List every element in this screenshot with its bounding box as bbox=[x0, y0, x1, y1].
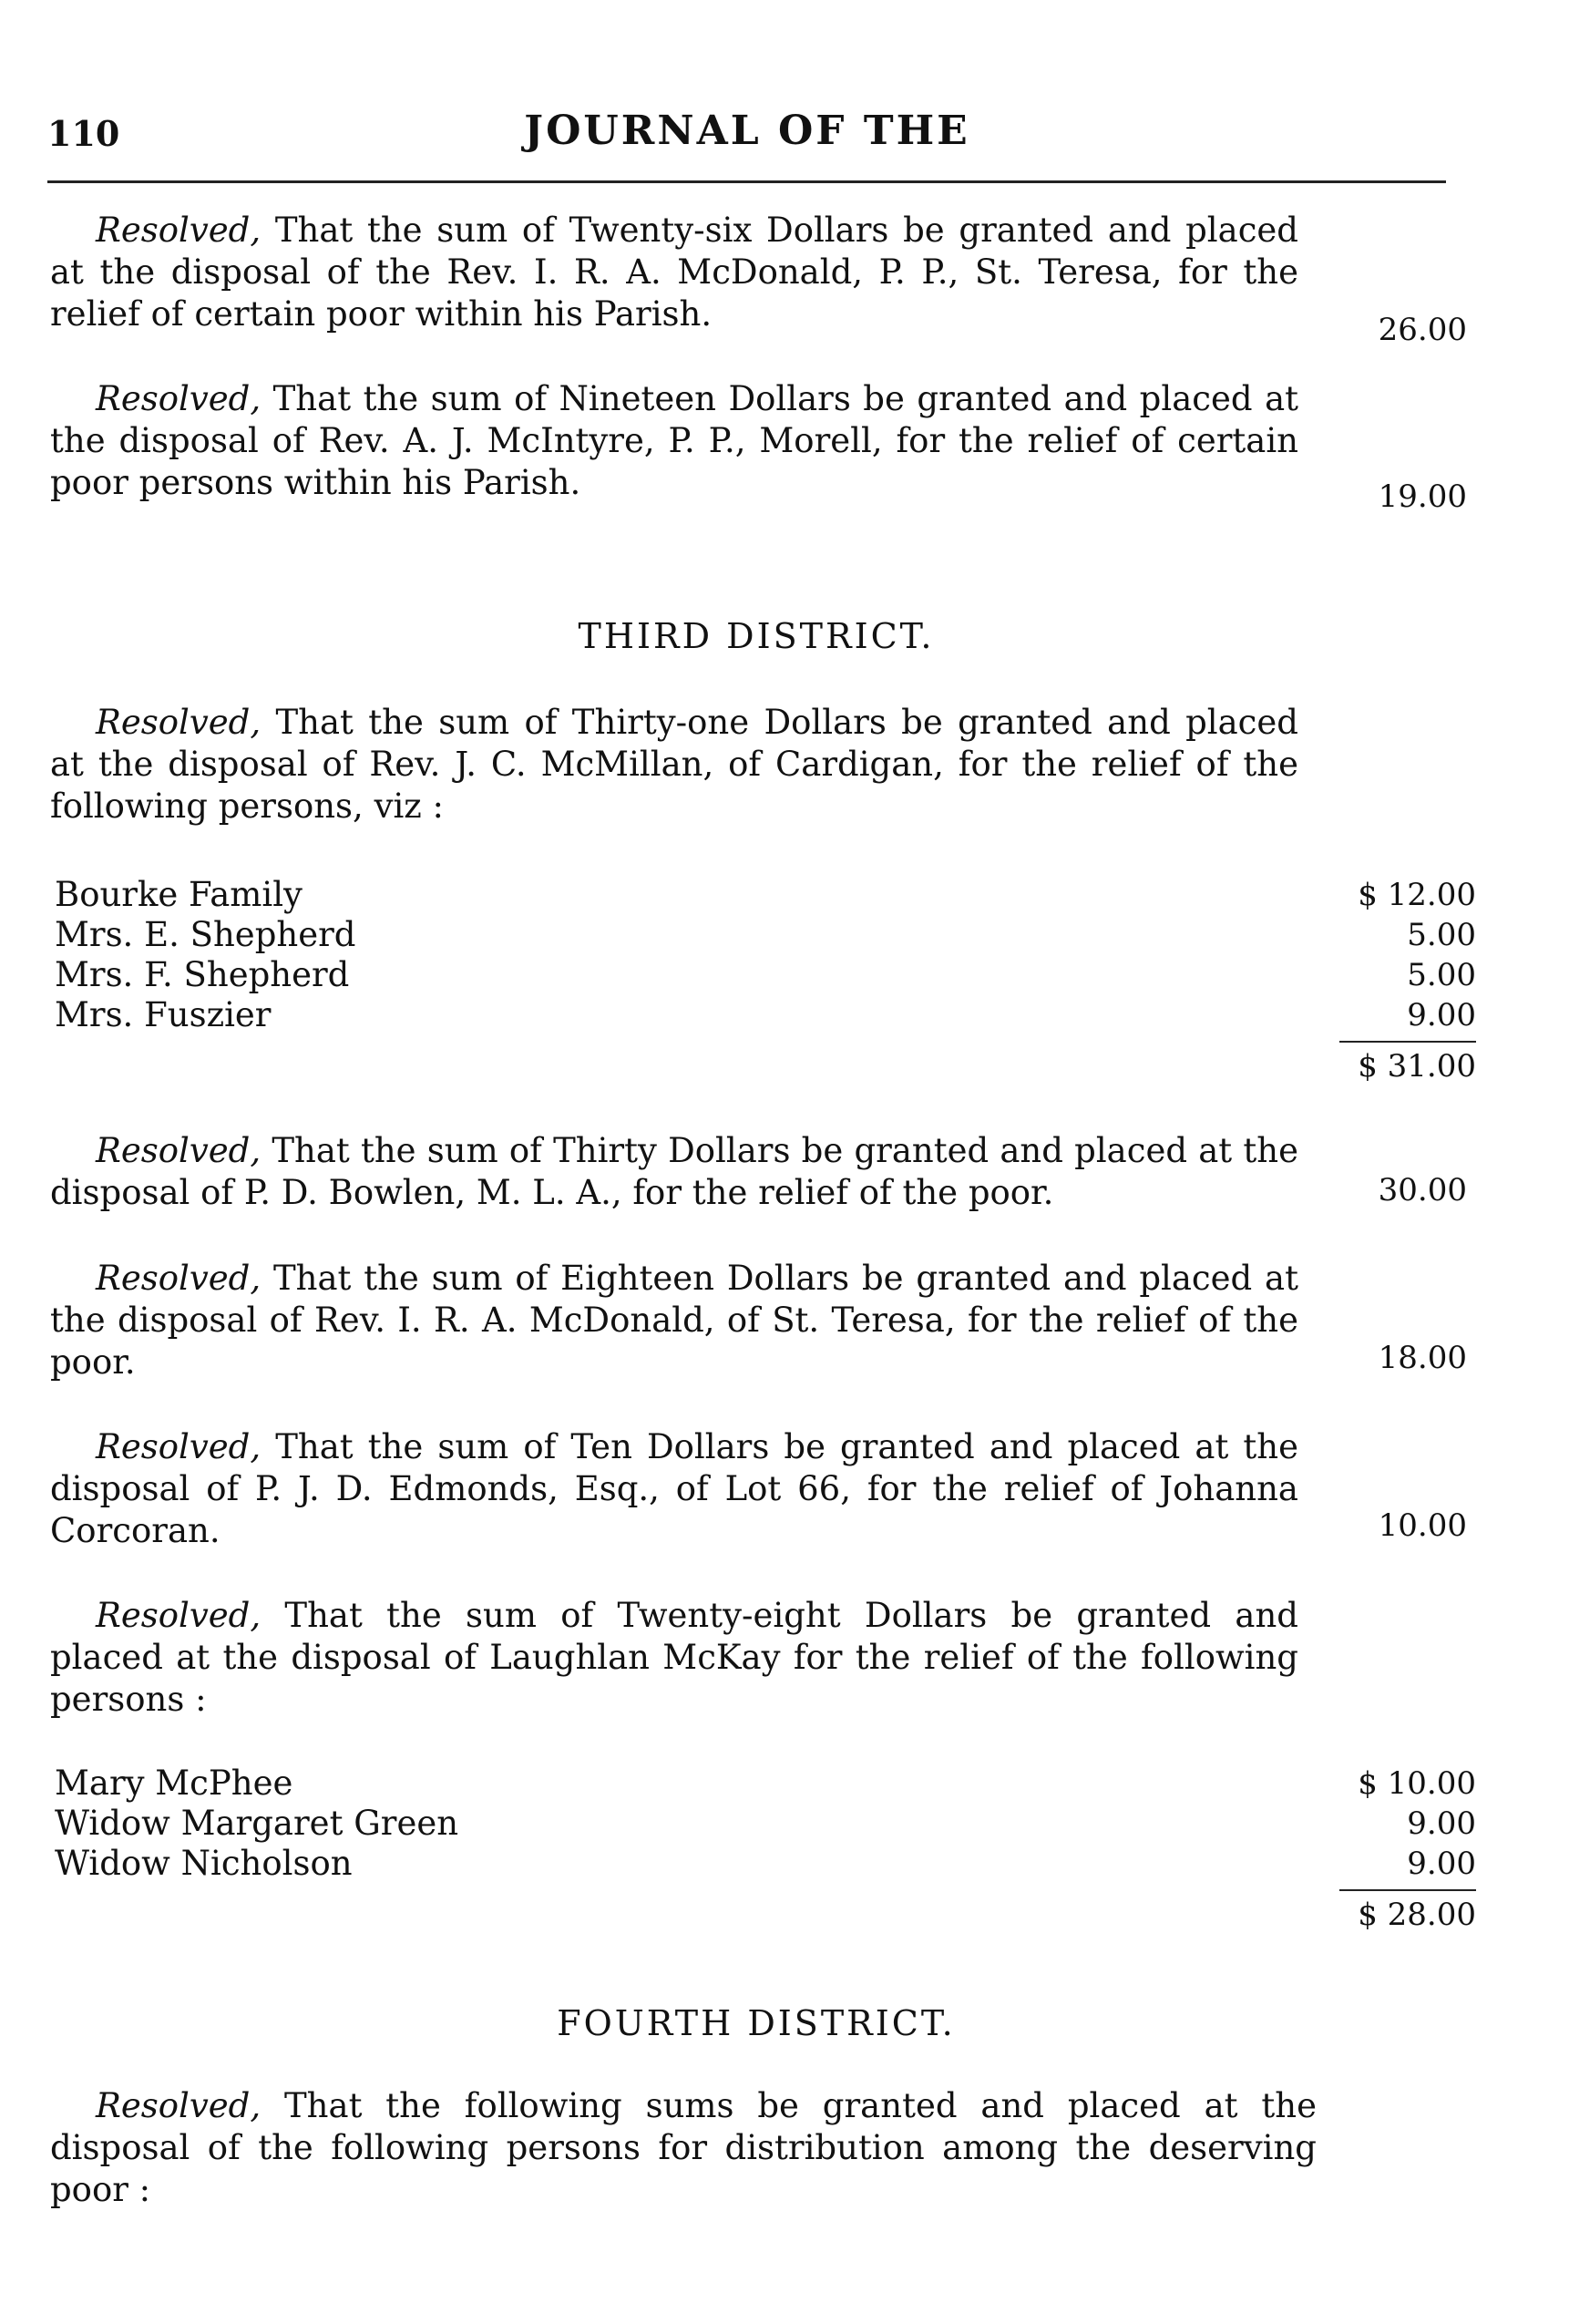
relief-list bbox=[55, 875, 1476, 1085]
resolution-amount: 10.00 bbox=[1378, 1507, 1467, 1544]
total-rule bbox=[1339, 1889, 1476, 1891]
person-name: Mrs. F. Shepherd bbox=[55, 955, 350, 994]
person-name: Mrs. E. Shepherd bbox=[55, 915, 356, 954]
district-heading: FOURTH DISTRICT. bbox=[557, 2003, 956, 2043]
header-rule bbox=[47, 180, 1446, 183]
person-name: Widow Nicholson bbox=[55, 1844, 353, 1883]
list-total: $ 28.00 bbox=[1358, 1897, 1476, 1933]
person-amount: $ 10.00 bbox=[1358, 1765, 1476, 1802]
resolution-text: That the sum of Twenty-eight Dollars be granted and placed at the disposal of Laughlan McKay for the relief of the following persons : bbox=[50, 1596, 1298, 1719]
resolution-text: That the sum of Nineteen Dollars be granted and placed at the disposal of Rev. A. J. McIntyre, P. P., Morell, for the relief of certain poor persons within his Parish. bbox=[50, 379, 1298, 502]
resolved-lead: Resolved, bbox=[96, 1131, 262, 1170]
list-item bbox=[55, 1804, 1476, 1844]
resolution-amount: 19.00 bbox=[1378, 478, 1467, 515]
person-amount: $ 12.00 bbox=[1358, 877, 1476, 913]
resolution-paragraph bbox=[50, 702, 1298, 828]
total-rule bbox=[1339, 1041, 1476, 1043]
resolution-paragraph bbox=[50, 1426, 1298, 1552]
resolution-paragraph bbox=[50, 1258, 1298, 1383]
person-amount: 5.00 bbox=[1407, 917, 1476, 953]
resolution-text: That the sum of Thirty-one Dollars be granted and placed at the disposal of Rev. J. C. McMillan, of Cardigan, for the relief of the following persons, viz : bbox=[50, 703, 1298, 826]
person-amount: 9.00 bbox=[1407, 1805, 1476, 1842]
resolution-paragraph bbox=[50, 2085, 1317, 2211]
resolution-text: That the sum of Thirty Dollars be granted and placed at the disposal of P. D. Bowlen, M. L. A., for the relief of the poor. bbox=[50, 1131, 1298, 1212]
page-header bbox=[46, 108, 1449, 171]
resolution-text: That the sum of Twenty-six Dollars be granted and placed at the disposal of the Rev. I. R. A. McDonald, P. P., St. Teresa, for the relief of certain poor within his Parish. bbox=[50, 211, 1298, 334]
person-name: Mrs. Fuszier bbox=[55, 995, 272, 1034]
resolved-lead: Resolved, bbox=[96, 1596, 262, 1635]
resolution-paragraph bbox=[50, 1130, 1298, 1214]
list-item bbox=[55, 875, 1476, 915]
list-item bbox=[55, 995, 1476, 1035]
resolved-lead: Resolved, bbox=[96, 379, 262, 418]
list-item bbox=[55, 915, 1476, 955]
district-heading: THIRD DISTRICT. bbox=[578, 616, 935, 656]
resolution-amount: 26.00 bbox=[1378, 312, 1467, 348]
person-name: Bourke Family bbox=[55, 875, 303, 914]
list-total: $ 31.00 bbox=[1358, 1048, 1476, 1085]
resolution-paragraph bbox=[50, 210, 1298, 335]
person-amount: 9.00 bbox=[1407, 1846, 1476, 1882]
list-item bbox=[55, 1764, 1476, 1804]
resolution-text: That the following sums be granted and placed at the disposal of the following persons for distribution among the deserving poor : bbox=[50, 2086, 1318, 2209]
resolved-lead: Resolved, bbox=[96, 1259, 262, 1298]
person-name: Widow Margaret Green bbox=[55, 1804, 459, 1843]
page-number: 110 bbox=[47, 113, 120, 154]
resolved-lead: Resolved, bbox=[96, 1427, 262, 1466]
resolved-lead: Resolved, bbox=[96, 2086, 262, 2125]
person-name: Mary McPhee bbox=[55, 1764, 293, 1803]
resolution-paragraph bbox=[50, 378, 1298, 504]
resolution-text: That the sum of Eighteen Dollars be granted and placed at the disposal of Rev. I. R. A. McDonald, of St. Teresa, for the relief of the poor. bbox=[50, 1259, 1298, 1382]
resolved-lead: Resolved, bbox=[96, 703, 262, 742]
list-item bbox=[55, 955, 1476, 995]
resolution-amount: 18.00 bbox=[1378, 1340, 1467, 1376]
resolved-lead: Resolved, bbox=[96, 211, 262, 250]
resolution-amount: 30.00 bbox=[1378, 1172, 1467, 1208]
resolution-paragraph bbox=[50, 1595, 1298, 1721]
running-head: JOURNAL OF THE bbox=[524, 108, 970, 154]
relief-list bbox=[55, 1764, 1476, 1933]
list-item bbox=[55, 1844, 1476, 1884]
resolution-text: That the sum of Ten Dollars be granted and placed at the disposal of P. J. D. Edmonds, Esq., of Lot 66, for the relief of Johanna Corcoran. bbox=[50, 1427, 1299, 1550]
person-amount: 5.00 bbox=[1407, 957, 1476, 993]
person-amount: 9.00 bbox=[1407, 997, 1476, 1033]
